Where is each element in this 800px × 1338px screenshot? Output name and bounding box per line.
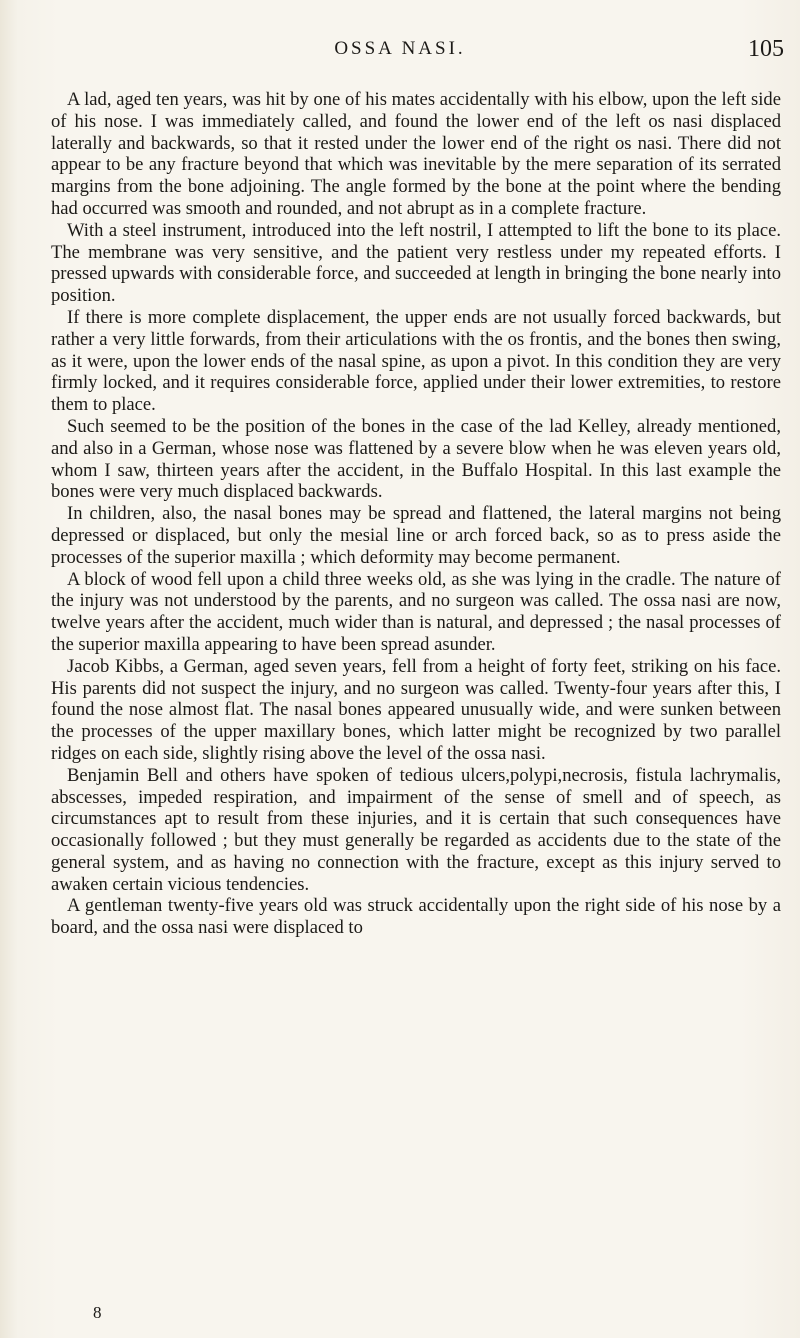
paragraph-children: In children, also, the nasal bones may be spread and flattened, the lateral margins not being depressed or displaced, but only the mesial line or arch forced back, so as to press aside the processes of the superior maxilla ; which deformity may become permanent. bbox=[51, 503, 781, 568]
signature-mark: 8 bbox=[93, 1303, 102, 1322]
paragraph-steel-instrument: With a steel instrument, introduced into the left nostril, I attempted to lift the bone to its place. The membrane was very sensitive, and the patient very restless under my repeated efforts. I pressed upwards with considerable force, and succeeded at length in bringing the bone nearly into position. bbox=[51, 219, 781, 307]
paragraph-block-of-wood: A block of wood fell upon a child three weeks old, as she was lying in the cradle. The nature of the injury was not understood by the parents, and no surgeon was called. The ossa nasi are now, twelve years after the accident, much wider than is natural, and depressed ; the nasal processes of the superior maxilla appearing to have been spread asunder. bbox=[51, 568, 781, 655]
running-head bbox=[0, 36, 800, 66]
paragraph-gentleman-board: A gentleman twenty-five years old was struck accidentally upon the right side of his nose by a board, and the ossa nasi were displaced to bbox=[51, 895, 781, 939]
paragraph-jacob-kibbs: Jacob Kibbs, a German, aged seven years, fell from a height of forty feet, striking on his face. His parents did not suspect the injury, and no surgeon was called. Twenty-four years after this, I found the nose almost flat. The nasal bones appeared unusually wide, and were sunken between the processes of the upper maxillary bones, which latter might be recognized by two parallel ridges on each side, slightly rising above the level of the ossa nasi. bbox=[51, 655, 781, 764]
running-head-title: OSSA NASI. bbox=[334, 38, 466, 59]
paragraph-complete-displacement: If there is more complete displacement, the upper ends are not usually forced backwards, but rather a very little forwards, from their articulations with the os frontis, and the bones then swing, as it were, upon the lower ends of the nasal spine, as upon a pivot. In this condition they are very firmly locked, and it requires considerable force, applied under their lower extremities, to restore them to place. bbox=[51, 306, 781, 416]
page-number: 105 bbox=[748, 36, 784, 62]
paragraph-benjamin-bell: Benjamin Bell and others have spoken of tedious ulcers,polypi,necrosis, fistula lachrymalis, abscesses, impeded respiration, and impairment of the sense of smell and of speech, as circumstances apt to result from these injuries, and it is certain that such consequences have occasionally followed ; but they must generally be regarded as accidents due to the state of the general system, and as having no connection with the fracture, except as this injury served to awaken certain vicious tendencies. bbox=[51, 764, 781, 895]
body-text bbox=[51, 89, 781, 939]
paragraph-lad-elbow: A lad, aged ten years, was hit by one of his mates accidentally with his elbow, upon the left side of his nose. I was immediately called, and found the lower end of the left os nasi displaced laterally and backwards, so that it rested under the lower end of the right os nasi. There did not appear to be any fracture beyond that which was inevitable by the mere separation of its serrated margins from the bone adjoining. The angle formed by the bone at the point where the bending had occurred was smooth and rounded, and not abrupt as in a complete fracture. bbox=[51, 89, 781, 219]
paragraph-kelley-case: Such seemed to be the position of the bones in the case of the lad Kelley, already mentioned, and also in a German, whose nose was flattened by a severe blow when he was eleven years old, whom I saw, thirteen years after the accident, in the Buffalo Hospital. In this last example the bones were very much displaced backwards. bbox=[51, 415, 781, 503]
